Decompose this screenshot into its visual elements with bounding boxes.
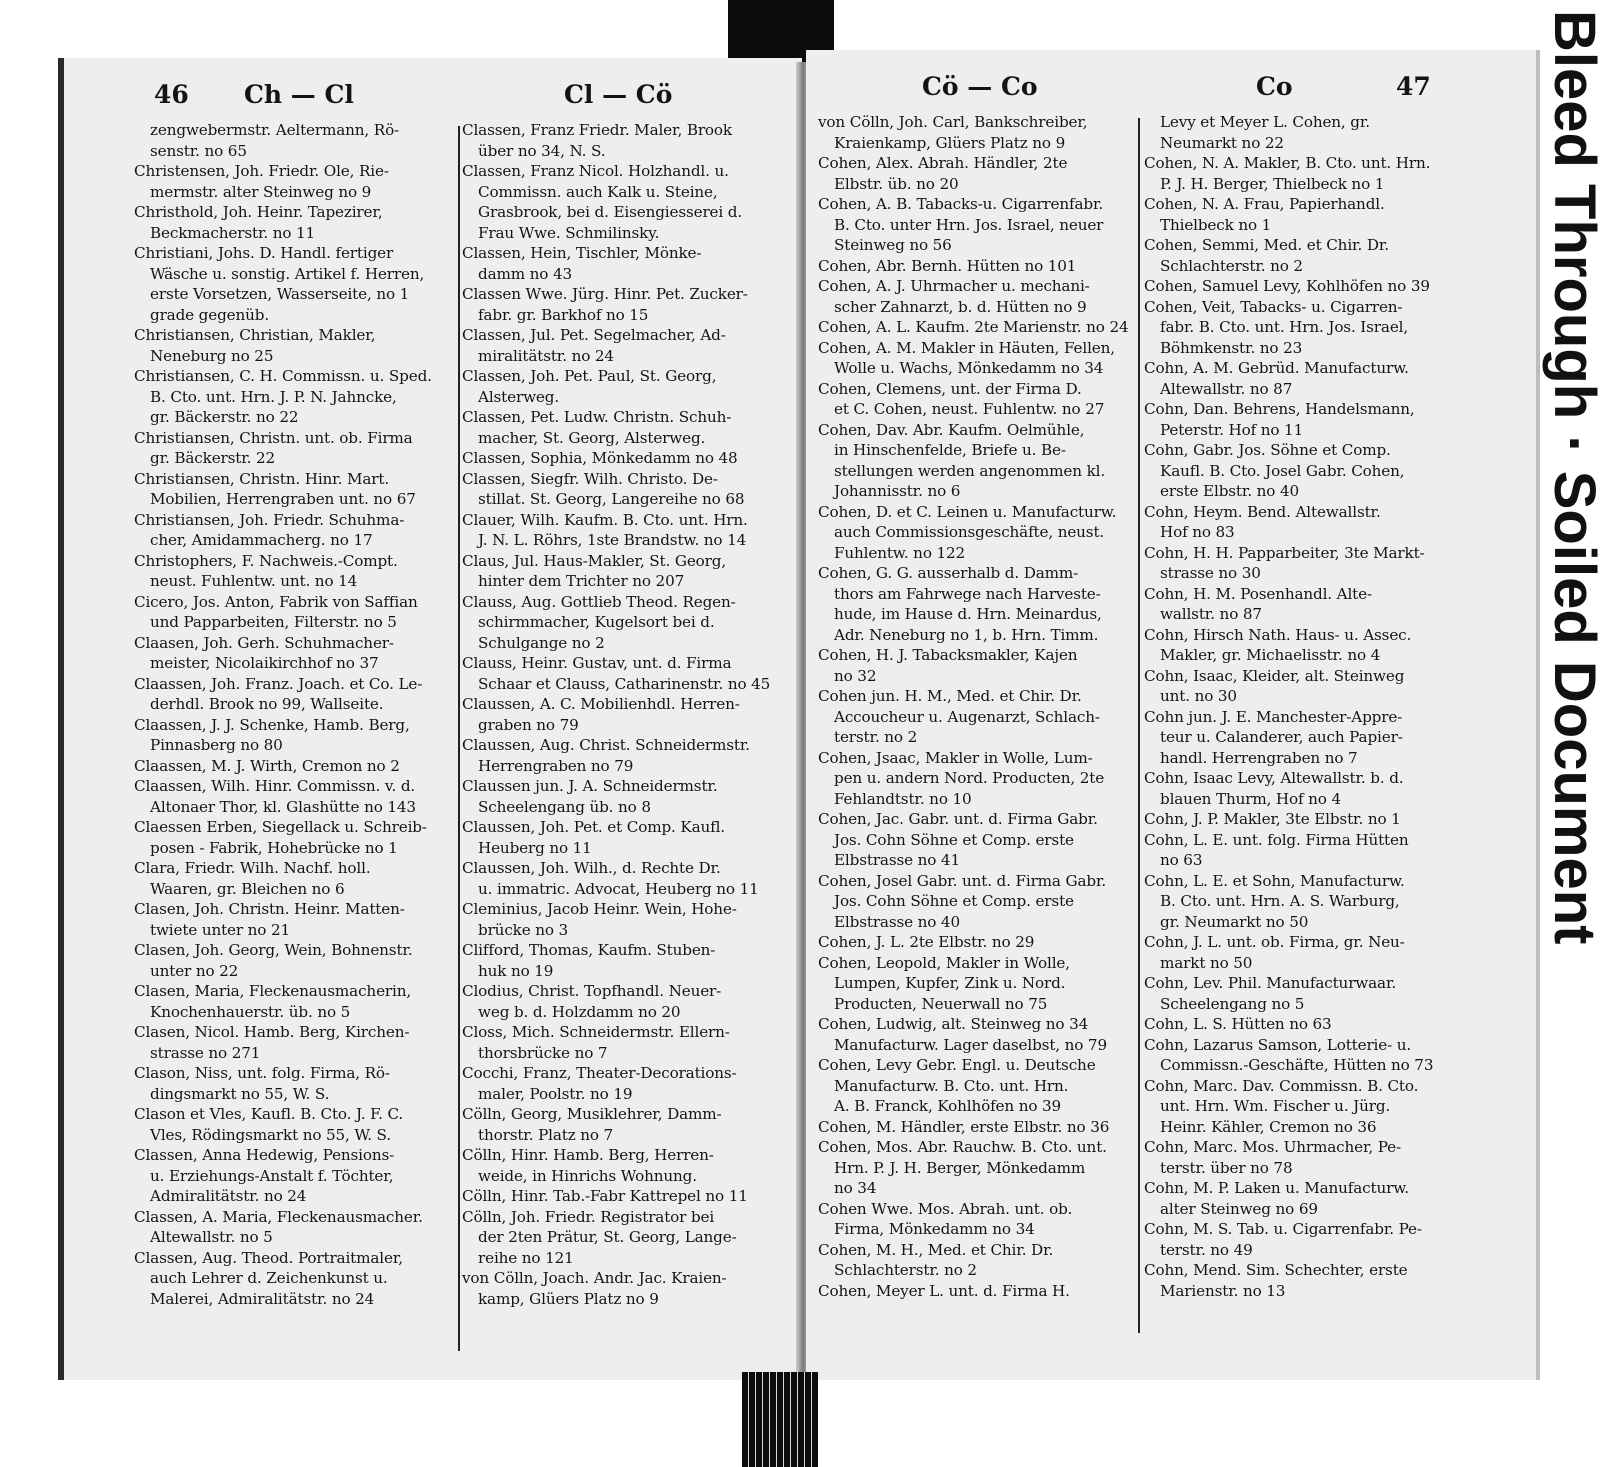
directory-entry-continuation: Manufacturw. Lager daselbst, no 79 — [834, 1035, 1107, 1054]
directory-entry-continuation: Producten, Neuerwall no 75 — [834, 994, 1048, 1013]
directory-entry-continuation: dingsmarkt no 55, W. S. — [150, 1084, 330, 1103]
directory-entry: Christiansen, Joh. Friedr. Schuhma- — [134, 510, 405, 529]
directory-entry-continuation: no 34 — [834, 1179, 877, 1197]
directory-entry-continuation: handl. Herrengraben no 7 — [1160, 748, 1358, 767]
directory-entry-continuation: Adr. Neneburg no 1, b. Hrn. Timm. — [834, 625, 1099, 644]
directory-entry-continuation: macher, St. Georg, Alsterweg. — [478, 428, 706, 447]
directory-entry-continuation: maler, Poolstr. no 19 — [478, 1084, 633, 1103]
directory-entry-continuation: thors am Fahrwege nach Harveste- — [834, 584, 1101, 603]
directory-entry: Cicero, Jos. Anton, Fabrik von Saffian — [134, 592, 418, 611]
directory-entry-continuation: Böhmkenstr. no 23 — [1160, 338, 1303, 357]
directory-entry: Claassen, M. J. Wirth, Cremon no 2 — [134, 756, 400, 775]
directory-entry-continuation: B. Cto. unter Hrn. Jos. Israel, neuer — [834, 215, 1104, 234]
directory-entry-continuation: Alsterweg. — [478, 387, 560, 406]
directory-entry-continuation: et C. Cohen, neust. Fuhlentw. no 27 — [834, 400, 1105, 418]
directory-entry-continuation: Manufacturw. B. Cto. unt. Hrn. — [834, 1076, 1069, 1095]
directory-entry: Cölln, Hinr. Tab.-Fabr Kattrepel no 11 — [462, 1187, 748, 1205]
directory-entry-continuation: P. J. H. Berger, Thielbeck no 1 — [1160, 174, 1385, 193]
directory-entry-continuation: gr. Neumarkt no 50 — [1160, 912, 1309, 931]
left-page-number: 46 — [154, 80, 189, 109]
directory-entry: Classen, Jul. Pet. Segelmacher, Ad- — [462, 326, 726, 344]
right-page-number: 47 — [1396, 72, 1431, 101]
directory-entry-continuation: scher Zahnarzt, b. d. Hütten no 9 — [834, 297, 1087, 316]
directory-entry-continuation: Elbstrasse no 41 — [834, 851, 960, 869]
directory-entry: Classen, Sophia, Mönkedamm no 48 — [462, 449, 738, 467]
directory-entry-continuation: meister, Nicolaikirchhof no 37 — [150, 654, 379, 672]
directory-entry: Cohen, H. J. Tabacksmakler, Kajen — [818, 646, 1078, 664]
directory-entry: Cohn, Heym. Bend. Altewallstr. — [1144, 502, 1381, 521]
directory-entry: Cohen, A. J. Uhrmacher u. mechani- — [818, 277, 1090, 295]
column-divider — [1138, 118, 1140, 1333]
directory-entry-continuation: Kaufl. B. Cto. Josel Gabr. Cohen, — [1160, 461, 1405, 480]
directory-entry: Cohen, M. Händler, erste Elbstr. no 36 — [818, 1117, 1110, 1136]
directory-entry-continuation: derhdl. Brook no 99, Wallseite. — [150, 695, 384, 713]
directory-entry: Cohn, H. M. Posenhandl. Alte- — [1144, 584, 1372, 603]
directory-entry-continuation: teur u. Calanderer, auch Papier- — [1160, 728, 1403, 746]
directory-entry-continuation: thorstr. Platz no 7 — [478, 1125, 614, 1144]
edge-strip — [1542, 10, 1607, 1260]
directory-entry-continuation: in Hinschenfelde, Briefe u. Be- — [834, 441, 1066, 459]
directory-entry-continuation: J. N. L. Röhrs, 1ste Brandstw. no 14 — [478, 531, 747, 549]
directory-entry: Clara, Friedr. Wilh. Nachf. holl. — [134, 859, 371, 877]
directory-entry-continuation: grade gegenüb. — [150, 305, 270, 324]
directory-entry-continuation: Johannisstr. no 6 — [834, 482, 961, 500]
directory-entry: Claassen, Joh. Franz. Joach. et Co. Le- — [134, 674, 423, 693]
directory-entry-continuation: Neumarkt no 22 — [1160, 133, 1284, 152]
directory-entry: Clodius, Christ. Topfhandl. Neuer- — [462, 982, 722, 1000]
directory-entry: Cohen Wwe. Mos. Abrah. unt. ob. — [818, 1199, 1073, 1218]
directory-entry: Cohen, Ludwig, alt. Steinweg no 34 — [818, 1015, 1089, 1033]
directory-entry-continuation: fabr. B. Cto. unt. Hrn. Jos. Israel, — [1160, 318, 1409, 336]
directory-entry: Cohen, Alex. Abrah. Händler, 2te — [818, 154, 1068, 172]
directory-entry-continuation: brücke no 3 — [478, 920, 569, 939]
directory-entry: Cohen, Josel Gabr. unt. d. Firma Gabr. — [818, 871, 1107, 890]
directory-entry: Cohn, Gabr. Jos. Söhne et Comp. — [1144, 441, 1391, 459]
directory-entry-continuation: erste Vorsetzen, Wasserseite, no 1 — [150, 285, 410, 303]
directory-entry: Cohn, J. L. unt. ob. Firma, gr. Neu- — [1144, 933, 1405, 951]
directory-entry-continuation: cher, Amidammacherg. no 17 — [150, 531, 373, 549]
directory-entry-continuation: posen - Fabrik, Hohebrücke no 1 — [150, 838, 398, 857]
directory-entry-continuation: Jos. Cohn Söhne et Comp. erste — [834, 892, 1074, 910]
directory-entry-continuation: erste Elbstr. no 40 — [1160, 482, 1299, 500]
directory-entry-continuation: Hrn. P. J. H. Berger, Mönkedamm — [834, 1158, 1086, 1177]
directory-entry: Christiansen, Christn. Hinr. Mart. — [134, 469, 390, 488]
directory-entry: Classen, Pet. Ludw. Christn. Schuh- — [462, 408, 732, 426]
directory-entry: Cohn, Marc. Dav. Commissn. B. Cto. — [1144, 1076, 1419, 1095]
directory-entry: Classen, Siegfr. Wilh. Christo. De- — [462, 469, 718, 488]
directory-entry-continuation: fabr. gr. Barkhof no 15 — [478, 305, 649, 324]
directory-entry-continuation: Elbstrasse no 40 — [834, 912, 960, 931]
right-page-header — [806, 50, 1536, 112]
directory-entry: Cohn, A. M. Gebrüd. Manufacturw. — [1144, 359, 1409, 377]
directory-entry: Clauss, Heinr. Gustav, unt. d. Firma — [462, 654, 732, 672]
directory-entry-continuation: Elbstr. üb. no 20 — [834, 174, 959, 193]
directory-entry-continuation: huk no 19 — [478, 961, 554, 980]
directory-entry-continuation: Vles, Rödingsmarkt no 55, W. S. — [150, 1125, 391, 1144]
directory-entry: Cohn, Hirsch Nath. Haus- u. Assec. — [1144, 625, 1412, 644]
directory-entry: Cohn, Lev. Phil. Manufacturwaar. — [1144, 974, 1397, 992]
directory-entry: Cohen, Meyer L. unt. d. Firma H. — [818, 1281, 1070, 1300]
directory-entry-continuation: Firma, Mönkedamm no 34 — [834, 1220, 1035, 1238]
directory-entry: Cohen, Clemens, unt. der Firma D. — [818, 379, 1082, 398]
directory-entry-continuation: mermstr. alter Steinweg no 9 — [150, 182, 372, 201]
directory-entry-continuation: Heuberg no 11 — [478, 838, 592, 857]
directory-entry-continuation: Pinnasberg no 80 — [150, 736, 283, 754]
directory-entry: Christophers, F. Nachweis.-Compt. — [134, 551, 398, 570]
directory-entry-continuation: Scheelengang no 5 — [1160, 994, 1305, 1013]
directory-entry-continuation: Frau Wwe. Schmilinsky. — [478, 223, 660, 242]
directory-entry: Classen, A. Maria, Fleckenausmacher. — [134, 1207, 423, 1226]
directory-entry-continuation: reihe no 121 — [478, 1248, 574, 1267]
directory-entry: Cohen, J. L. 2te Elbstr. no 29 — [818, 933, 1035, 951]
directory-entry: Cocchi, Franz, Theater-Decorations- — [462, 1064, 737, 1082]
directory-entry: Christensen, Joh. Friedr. Ole, Rie- — [134, 162, 389, 180]
left-page — [58, 58, 802, 1380]
directory-entry: Cohn, M. P. Laken u. Manufacturw. — [1144, 1179, 1409, 1197]
directory-entry: Clasen, Joh. Georg, Wein, Bohnenstr. — [134, 941, 413, 959]
directory-entry-continuation: strasse no 271 — [150, 1043, 261, 1062]
directory-entry-continuation: twiete unter no 21 — [150, 920, 290, 939]
directory-entry-continuation: B. Cto. unt. Hrn. J. P. N. Jahncke, — [150, 387, 397, 406]
directory-entry-continuation: Commissn. auch Kalk u. Steine, — [478, 182, 718, 201]
directory-entry-continuation: Fuhlentw. no 122 — [834, 543, 966, 562]
directory-entry: Claassen, J. J. Schenke, Hamb. Berg, — [134, 715, 410, 734]
directory-entry-continuation: hinter dem Trichter no 207 — [478, 572, 685, 590]
directory-entry-continuation: Fehlandtstr. no 10 — [834, 789, 972, 808]
directory-entry-continuation: Lumpen, Kupfer, Zink u. Nord. — [834, 974, 1066, 992]
right-page-column-1 — [818, 112, 1142, 1301]
directory-entry-continuation: auch Lehrer d. Zeichenkunst u. — [150, 1269, 388, 1287]
directory-entry: Christiansen, C. H. Commissn. u. Sped. — [134, 367, 432, 385]
directory-entry: Cohn jun. J. E. Manchester-Appre- — [1144, 707, 1403, 726]
directory-entry: von Cölln, Joach. Andr. Jac. Kraien- — [462, 1269, 727, 1287]
directory-entry: Cohen, N. A. Makler, B. Cto. unt. Hrn. — [1144, 154, 1431, 172]
directory-entry: Claussen, A. C. Mobilienhdl. Herren- — [462, 695, 740, 713]
directory-entry: Clifford, Thomas, Kaufm. Stuben- — [462, 941, 716, 959]
directory-entry: Cohn, Mend. Sim. Schechter, erste — [1144, 1261, 1408, 1279]
right-running-head-inner: Cö — Co — [922, 72, 1038, 101]
directory-entry: Claussen, Aug. Christ. Schneidermstr. — [462, 736, 750, 754]
directory-entry: Classen, Franz Nicol. Holzhandl. u. — [462, 162, 729, 180]
directory-entry-continuation: Scheelengang üb. no 8 — [478, 797, 651, 816]
directory-entry-continuation: und Papparbeiten, Filterstr. no 5 — [150, 613, 397, 631]
directory-entry: Cohn, L. S. Hütten no 63 — [1144, 1015, 1332, 1033]
directory-entry: Clauss, Aug. Gottlieb Theod. Regen- — [462, 592, 736, 611]
directory-entry-continuation: Waaren, gr. Bleichen no 6 — [150, 879, 345, 898]
directory-entry-continuation: Mobilien, Herrengraben unt. no 67 — [150, 490, 416, 508]
directory-entry: Claus, Jul. Haus-Makler, St. Georg, — [462, 551, 727, 570]
directory-entry-continuation: Altonaer Thor, kl. Glashütte no 143 — [150, 797, 416, 816]
directory-entry: Cohen, D. et C. Leinen u. Manufacturw. — [818, 502, 1117, 521]
directory-entry-continuation: A. B. Franck, Kohlhöfen no 39 — [834, 1097, 1062, 1115]
directory-entry: Cohen jun. H. M., Med. et Chir. Dr. — [818, 687, 1082, 705]
directory-entry-continuation: damm no 43 — [478, 264, 572, 283]
directory-entry: Claussen, Joh. Wilh., d. Rechte Dr. — [462, 859, 721, 877]
directory-entry-continuation: markt no 50 — [1160, 953, 1253, 972]
directory-entry: Classen, Joh. Pet. Paul, St. Georg, — [462, 367, 717, 385]
directory-entry-continuation: unt. Hrn. Wm. Fischer u. Jürg. — [1160, 1097, 1391, 1115]
directory-entry: Classen, Franz Friedr. Maler, Brook — [462, 121, 732, 139]
directory-entry: Cölln, Georg, Musiklehrer, Damm- — [462, 1105, 722, 1123]
directory-entry: Clasen, Joh. Christn. Heinr. Matten- — [134, 900, 405, 918]
directory-entry-continuation: stellungen werden angenommen kl. — [834, 461, 1106, 480]
directory-entry: Cohen, Levy Gebr. Engl. u. Deutsche — [818, 1056, 1096, 1074]
directory-entry: Cohen, G. G. ausserhalb d. Damm- — [818, 564, 1079, 582]
directory-entry-continuation: wallstr. no 87 — [1160, 605, 1262, 623]
directory-entry: Classen, Aug. Theod. Portraitmaler, — [134, 1248, 403, 1267]
directory-entry-continuation: terstr. über no 78 — [1160, 1158, 1293, 1177]
directory-entry-continuation: unter no 22 — [150, 961, 239, 980]
directory-entry-continuation: Neneburg no 25 — [150, 346, 274, 365]
directory-entry: von Cölln, Joh. Carl, Bankschreiber, — [818, 113, 1088, 131]
directory-entry: Cohen, Dav. Abr. Kaufm. Oelmühle, — [818, 420, 1085, 439]
directory-entry-continuation: u. Erziehungs-Anstalt f. Töchter, — [150, 1166, 394, 1185]
directory-entry: Classen, Hein, Tischler, Mönke- — [462, 244, 702, 262]
directory-entry: Classen Wwe. Jürg. Hinr. Pet. Zucker- — [462, 285, 748, 303]
directory-entry-continuation: unt. no 30 — [1160, 687, 1237, 705]
directory-entry-continuation: gr. Bäckerstr. no 22 — [150, 408, 299, 426]
directory-entry-continuation: senstr. no 65 — [150, 141, 247, 160]
directory-entry-continuation: strasse no 30 — [1160, 564, 1261, 582]
directory-entry-continuation: Schaar et Clauss, Catharinenstr. no 45 — [478, 674, 771, 693]
directory-entry: Cohn, Dan. Behrens, Handelsmann, — [1144, 400, 1415, 418]
directory-entry: Claasen, Joh. Gerh. Schuhmacher- — [134, 633, 394, 652]
directory-entry-continuation: blauen Thurm, Hof no 4 — [1160, 789, 1341, 808]
directory-entry: Cohen, A. L. Kaufm. 2te Marienstr. no 24 — [818, 318, 1129, 336]
directory-entry: Cohen, M. H., Med. et Chir. Dr. — [818, 1240, 1054, 1259]
column-divider — [458, 126, 460, 1351]
directory-entry-continuation: Admiralitätstr. no 24 — [150, 1187, 307, 1205]
directory-entry-continuation: terstr. no 49 — [1160, 1240, 1253, 1259]
directory-entry-continuation: auch Commissionsgeschäfte, neust. — [834, 523, 1105, 541]
directory-entry: Cohn, H. H. Papparbeiter, 3te Markt- — [1144, 543, 1425, 562]
directory-entry-continuation: zengwebermstr. Aeltermann, Rö- — [150, 121, 400, 139]
edge-strip-label: Bleed Through · Soiled Document — [1542, 10, 1607, 945]
directory-entry-continuation: Wäsche u. sonstig. Artikel f. Herren, — [150, 264, 425, 283]
directory-entry-continuation: Schlachterstr. no 2 — [834, 1261, 977, 1279]
directory-entry-continuation: der 2ten Prätur, St. Georg, Lange- — [478, 1228, 737, 1246]
directory-entry-continuation: Grasbrook, bei d. Eisengiesserei d. — [478, 203, 743, 221]
directory-entry-continuation: Marienstr. no 13 — [1160, 1281, 1286, 1300]
directory-entry-continuation: Makler, gr. Michaelisstr. no 4 — [1160, 646, 1381, 664]
right-page-column-2 — [1144, 112, 1464, 1301]
directory-entry-continuation: alter Steinweg no 69 — [1160, 1199, 1318, 1218]
directory-entry: Claussen, Joh. Pet. et Comp. Kaufl. — [462, 818, 725, 836]
directory-entry: Cohen, Jac. Gabr. unt. d. Firma Gabr. — [818, 810, 1098, 828]
directory-entry: Clasen, Maria, Fleckenausmacherin, — [134, 982, 412, 1000]
directory-entry: Cohen, Samuel Levy, Kohlhöfen no 39 — [1144, 277, 1430, 295]
directory-entry-continuation: Hof no 83 — [1160, 523, 1235, 541]
directory-entry-continuation: Schulgange no 2 — [478, 633, 605, 652]
directory-entry-continuation: Kraienkamp, Glüers Platz no 9 — [834, 133, 1066, 152]
directory-entry-continuation: Thielbeck no 1 — [1160, 215, 1272, 234]
directory-entry-continuation: Accoucheur u. Augenarzt, Schlach- — [834, 707, 1100, 726]
directory-entry-continuation: Levy et Meyer L. Cohen, gr. — [1160, 113, 1370, 131]
directory-entry-continuation: weide, in Hinrichs Wohnung. — [478, 1166, 697, 1185]
directory-entry-continuation: Altewallstr. no 87 — [1160, 379, 1293, 398]
directory-entry-continuation: Altewallstr. no 5 — [150, 1228, 273, 1246]
directory-entry-continuation: Herrengraben no 79 — [478, 756, 634, 775]
directory-entry-continuation: schirmmacher, Kugelsort bei d. — [478, 613, 715, 631]
directory-entry: Cohen, Leopold, Makler in Wolle, — [818, 953, 1070, 972]
directory-entry: Cohn, Isaac, Kleider, alt. Steinweg — [1144, 666, 1405, 685]
directory-entry-continuation: hude, im Hause d. Hrn. Meinardus, — [834, 605, 1102, 623]
directory-entry-continuation: pen u. andern Nord. Producten, 2te — [834, 769, 1105, 787]
directory-entry: Christiani, Johs. D. Handl. fertiger — [134, 244, 394, 262]
directory-entry-continuation: weg b. d. Holzdamm no 20 — [478, 1002, 681, 1021]
right-running-head-outer: Co — [1256, 72, 1293, 101]
left-page-column-2 — [462, 120, 774, 1309]
directory-entry-continuation: miralitätstr. no 24 — [478, 346, 614, 365]
directory-entry: Cohn, J. P. Makler, 3te Elbstr. no 1 — [1144, 810, 1401, 828]
directory-entry-continuation: neust. Fuhlentw. unt. no 14 — [150, 572, 358, 590]
left-page-column-1 — [134, 120, 452, 1309]
directory-entry-continuation: gr. Bäckerstr. 22 — [150, 449, 276, 467]
book-spine-binding — [742, 1372, 818, 1467]
directory-entry-continuation: graben no 79 — [478, 715, 579, 734]
directory-entry-continuation: Knochenhauerstr. üb. no 5 — [150, 1002, 351, 1021]
directory-entry: Closs, Mich. Schneidermstr. Ellern- — [462, 1023, 730, 1041]
directory-entry: Christhold, Joh. Heinr. Tapezirer, — [134, 203, 383, 221]
directory-entry: Cohen, Veit, Tabacks- u. Cigarren- — [1144, 297, 1403, 316]
directory-entry-continuation: Wolle u. Wachs, Mönkedamm no 34 — [834, 359, 1104, 377]
directory-entry-continuation: kamp, Glüers Platz no 9 — [478, 1289, 659, 1308]
directory-entry-continuation: stillat. St. Georg, Langereihe no 68 — [478, 490, 745, 508]
directory-entry: Cohen, Mos. Abr. Rauchw. B. Cto. unt. — [818, 1138, 1107, 1156]
directory-entry-continuation: no 63 — [1160, 851, 1203, 869]
directory-entry-continuation: terstr. no 2 — [834, 728, 918, 746]
directory-entry: Cohen, N. A. Frau, Papierhandl. — [1144, 195, 1385, 213]
directory-entry: Classen, Anna Hedewig, Pensions- — [134, 1146, 395, 1164]
directory-entry: Cleminius, Jacob Heinr. Wein, Hohe- — [462, 900, 737, 918]
left-running-head-inner: Cl — Cö — [564, 80, 673, 109]
right-page — [806, 50, 1540, 1380]
directory-entry-continuation: Jos. Cohn Söhne et Comp. erste — [834, 830, 1074, 849]
directory-entry-continuation: u. immatric. Advocat, Heuberg no 11 — [478, 879, 759, 898]
directory-entry: Cohn, Lazarus Samson, Lotterie- u. — [1144, 1035, 1412, 1054]
directory-entry-continuation: Malerei, Admiralitätstr. no 24 — [150, 1289, 375, 1308]
directory-entry: Cohen, A. B. Tabacks-u. Cigarrenfabr. — [818, 195, 1104, 213]
directory-entry: Christiansen, Christn. unt. ob. Firma — [134, 428, 413, 447]
directory-entry: Cölln, Hinr. Hamb. Berg, Herren- — [462, 1146, 714, 1164]
directory-entry-continuation: B. Cto. unt. Hrn. A. S. Warburg, — [1160, 892, 1400, 910]
directory-entry: Clasen, Nicol. Hamb. Berg, Kirchen- — [134, 1023, 410, 1041]
directory-entry: Cohn, Marc. Mos. Uhrmacher, Pe- — [1144, 1138, 1401, 1156]
directory-entry: Cohen, A. M. Makler in Häuten, Fellen, — [818, 338, 1115, 357]
directory-entry: Cohen, Jsaac, Makler in Wolle, Lum- — [818, 748, 1093, 767]
directory-entry-continuation: no 32 — [834, 666, 877, 685]
directory-entry: Cölln, Joh. Friedr. Registrator bei — [462, 1207, 715, 1226]
directory-entry-continuation: thorsbrücke no 7 — [478, 1043, 608, 1062]
directory-entry: Claussen jun. J. A. Schneidermstr. — [462, 777, 718, 795]
directory-entry-continuation: Peterstr. Hof no 11 — [1160, 420, 1304, 439]
directory-entry: Cohen, Semmi, Med. et Chir. Dr. — [1144, 236, 1389, 254]
directory-entry: Claessen Erben, Siegellack u. Schreib- — [134, 818, 427, 836]
directory-entry: Christiansen, Christian, Makler, — [134, 326, 376, 344]
directory-entry: Cohn, L. E. unt. folg. Firma Hütten — [1144, 830, 1409, 849]
directory-entry: Clason et Vles, Kaufl. B. Cto. J. F. C. — [134, 1105, 404, 1123]
directory-entry-continuation: Steinweg no 56 — [834, 236, 952, 254]
left-running-head-outer: Ch — Cl — [244, 80, 354, 109]
directory-entry: Cohn, M. S. Tab. u. Cigarrenfabr. Pe- — [1144, 1220, 1422, 1238]
directory-entry: Clauer, Wilh. Kaufm. B. Cto. unt. Hrn. — [462, 510, 748, 529]
directory-entry-continuation: Beckmacherstr. no 11 — [150, 223, 316, 242]
directory-entry: Claassen, Wilh. Hinr. Commissn. v. d. — [134, 777, 416, 795]
directory-entry-continuation: über no 34, N. S. — [478, 141, 606, 160]
left-page-header — [64, 58, 802, 120]
directory-entry-continuation: Heinr. Kähler, Cremon no 36 — [1160, 1117, 1377, 1136]
directory-entry-continuation: Schlachterstr. no 2 — [1160, 256, 1303, 275]
directory-entry: Cohn, Isaac Levy, Altewallstr. b. d. — [1144, 769, 1404, 787]
directory-entry-continuation: Commissn.-Geschäfte, Hütten no 73 — [1160, 1056, 1434, 1074]
directory-entry: Cohen, Abr. Bernh. Hütten no 101 — [818, 256, 1077, 275]
directory-entry: Clason, Niss, unt. folg. Firma, Rö- — [134, 1064, 390, 1082]
directory-entry: Cohn, L. E. et Sohn, Manufacturw. — [1144, 871, 1405, 890]
